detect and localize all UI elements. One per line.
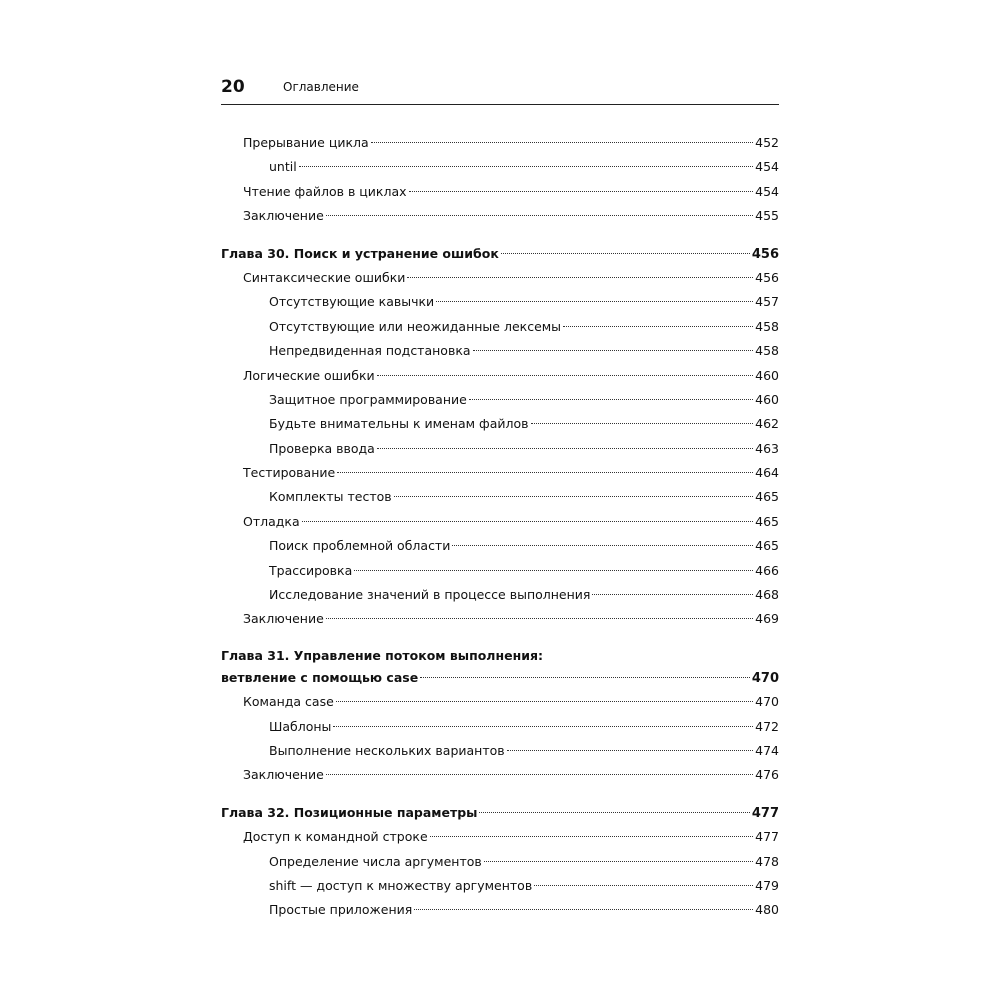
toc-chapter-32[interactable] xyxy=(221,801,779,825)
toc-entry-title: Логические ошибки xyxy=(243,367,375,383)
toc-entry[interactable] xyxy=(221,534,779,558)
toc-chapter-page: 470 xyxy=(751,670,779,686)
dot-leader xyxy=(469,399,753,400)
toc-entry-title: Заключение xyxy=(243,611,324,627)
running-header-title: Оглавление xyxy=(283,80,359,94)
dot-leader xyxy=(333,726,753,727)
dot-leader xyxy=(326,215,753,216)
toc-entry-page: 457 xyxy=(755,294,779,310)
running-header xyxy=(221,76,779,105)
toc-entry[interactable] xyxy=(221,739,779,763)
toc-entry-page: 474 xyxy=(755,742,779,758)
toc-entry[interactable] xyxy=(221,607,779,631)
toc-entry[interactable] xyxy=(221,461,779,485)
toc-entry-title: Чтение файлов в циклах xyxy=(243,183,407,199)
toc-chapter-title: Глава 30. Поиск и устранение ошибок xyxy=(221,245,499,261)
toc-entry-page: 472 xyxy=(755,718,779,734)
dot-leader xyxy=(452,545,753,546)
toc-entry-title: Шаблоны xyxy=(269,718,332,734)
toc-entry[interactable] xyxy=(221,715,779,739)
toc-entry-page: 464 xyxy=(755,465,779,481)
toc-entry[interactable] xyxy=(221,510,779,534)
dot-leader xyxy=(407,277,753,278)
toc-entry-page: 478 xyxy=(755,853,779,869)
toc-entry-title: Проверка ввода xyxy=(269,440,375,456)
toc-entry-title: Выполнение нескольких вариантов xyxy=(269,742,505,758)
toc-entry[interactable] xyxy=(221,339,779,363)
dot-leader xyxy=(501,253,750,254)
dot-leader xyxy=(326,618,753,619)
toc-entry-page: 460 xyxy=(755,391,779,407)
page-number: 20 xyxy=(221,77,245,97)
toc-entry-title: Будьте внимательны к именам файлов xyxy=(269,416,529,432)
toc-entry[interactable] xyxy=(221,290,779,314)
toc-chapter-title: Глава 32. Позиционные параметры xyxy=(221,804,478,820)
toc-entry[interactable] xyxy=(221,485,779,509)
toc-entry-title: Заключение xyxy=(243,208,324,224)
toc-entry[interactable] xyxy=(221,559,779,583)
toc-chapter-30[interactable] xyxy=(221,242,779,266)
toc-entry-page: 454 xyxy=(755,183,779,199)
toc-entry-title: Отсутствующие или неожиданные лексемы xyxy=(269,318,562,334)
dot-leader xyxy=(531,423,754,424)
toc-entry[interactable] xyxy=(221,155,779,179)
dot-leader xyxy=(377,448,753,449)
dot-leader xyxy=(484,861,753,862)
toc-entry-page: 462 xyxy=(755,416,779,432)
toc-entry-page: 458 xyxy=(755,343,779,359)
table-of-contents xyxy=(221,131,779,923)
dot-leader xyxy=(507,750,754,751)
toc-entry[interactable] xyxy=(221,898,779,922)
toc-entry-title: Команда case xyxy=(243,694,334,710)
toc-entry[interactable] xyxy=(221,583,779,607)
toc-entry-page: 465 xyxy=(755,513,779,529)
dot-leader xyxy=(473,350,754,351)
toc-entry-title: Простые приложения xyxy=(269,902,413,918)
dot-leader xyxy=(302,521,754,522)
toc-entry-page: 463 xyxy=(755,440,779,456)
toc-entry[interactable] xyxy=(221,825,779,849)
toc-entry[interactable] xyxy=(221,763,779,787)
toc-entry-title: Заключение xyxy=(243,767,324,783)
toc-entry-page: 469 xyxy=(755,611,779,627)
toc-entry-title: Отсутствующие кавычки xyxy=(269,294,435,310)
toc-chapter-31[interactable] xyxy=(221,645,779,690)
toc-entry-page: 477 xyxy=(755,829,779,845)
toc-entry-page: 468 xyxy=(755,587,779,603)
toc-entry-title: Трассировка xyxy=(269,562,353,578)
toc-entry-title: Отладка xyxy=(243,513,300,529)
toc-entry-page: 455 xyxy=(755,208,779,224)
toc-entry-title: shift — доступ к множеству аргументов xyxy=(269,877,533,893)
toc-entry-title: until xyxy=(269,159,297,175)
toc-chapter-title: ветвление с помощью case xyxy=(221,669,419,685)
toc-entry-page: 470 xyxy=(755,694,779,710)
toc-chapter-title-line2 xyxy=(221,666,779,690)
toc-entry[interactable] xyxy=(221,874,779,898)
toc-entry-page: 460 xyxy=(755,367,779,383)
dot-leader xyxy=(377,375,754,376)
toc-entry[interactable] xyxy=(221,412,779,436)
toc-entry-title: Определение числа аргументов xyxy=(269,853,482,869)
toc-entry-page: 458 xyxy=(755,318,779,334)
toc-entry[interactable] xyxy=(221,690,779,714)
book-page xyxy=(221,70,779,950)
toc-entry-page: 479 xyxy=(755,877,779,893)
toc-entry[interactable] xyxy=(221,204,779,228)
dot-leader xyxy=(592,594,753,595)
toc-entry-title: Непредвиденная подстановка xyxy=(269,343,471,359)
toc-entry-title: Исследование значений в процессе выполнения xyxy=(269,587,591,603)
toc-entry[interactable] xyxy=(221,131,779,155)
dot-leader xyxy=(337,472,753,473)
toc-entry-page: 476 xyxy=(755,767,779,783)
dot-leader xyxy=(371,142,753,143)
toc-entry[interactable] xyxy=(221,388,779,412)
toc-entry[interactable] xyxy=(221,364,779,388)
dot-leader xyxy=(414,909,753,910)
toc-entry[interactable] xyxy=(221,850,779,874)
toc-entry[interactable] xyxy=(221,180,779,204)
toc-entry-page: 454 xyxy=(755,159,779,175)
dot-leader xyxy=(563,326,753,327)
toc-entry-page: 465 xyxy=(755,489,779,505)
toc-entry[interactable] xyxy=(221,315,779,339)
dot-leader xyxy=(409,191,754,192)
dot-leader xyxy=(326,774,753,775)
dot-leader xyxy=(479,812,749,813)
toc-entry-page: 452 xyxy=(755,135,779,150)
toc-entry[interactable] xyxy=(221,266,779,290)
dot-leader xyxy=(299,166,753,167)
toc-entry-page: 465 xyxy=(755,538,779,554)
toc-entry-title: Тестирование xyxy=(243,465,336,481)
toc-entry-title: Защитное программирование xyxy=(269,391,467,407)
toc-entry-page: 466 xyxy=(755,562,779,578)
toc-entry-title: Поиск проблемной области xyxy=(269,538,451,554)
toc-entry-page: 480 xyxy=(755,902,779,918)
dot-leader xyxy=(430,836,754,837)
toc-entry-title: Комплекты тестов xyxy=(269,489,392,505)
dot-leader xyxy=(394,496,754,497)
dot-leader xyxy=(354,570,753,571)
dot-leader xyxy=(534,885,753,886)
toc-entry-title: Доступ к командной строке xyxy=(243,829,428,845)
dot-leader xyxy=(336,701,753,702)
toc-entry-title: Синтаксические ошибки xyxy=(243,269,406,285)
toc-entry-title: Прерывание цикла xyxy=(243,135,369,150)
toc-entry[interactable] xyxy=(221,437,779,461)
dot-leader xyxy=(436,301,753,302)
toc-chapter-title-line1: Глава 31. Управление потоком выполнения: xyxy=(221,647,543,663)
toc-chapter-page: 456 xyxy=(751,246,779,262)
toc-entry-page: 456 xyxy=(755,269,779,285)
toc-chapter-page: 477 xyxy=(751,805,779,821)
dot-leader xyxy=(420,677,750,678)
